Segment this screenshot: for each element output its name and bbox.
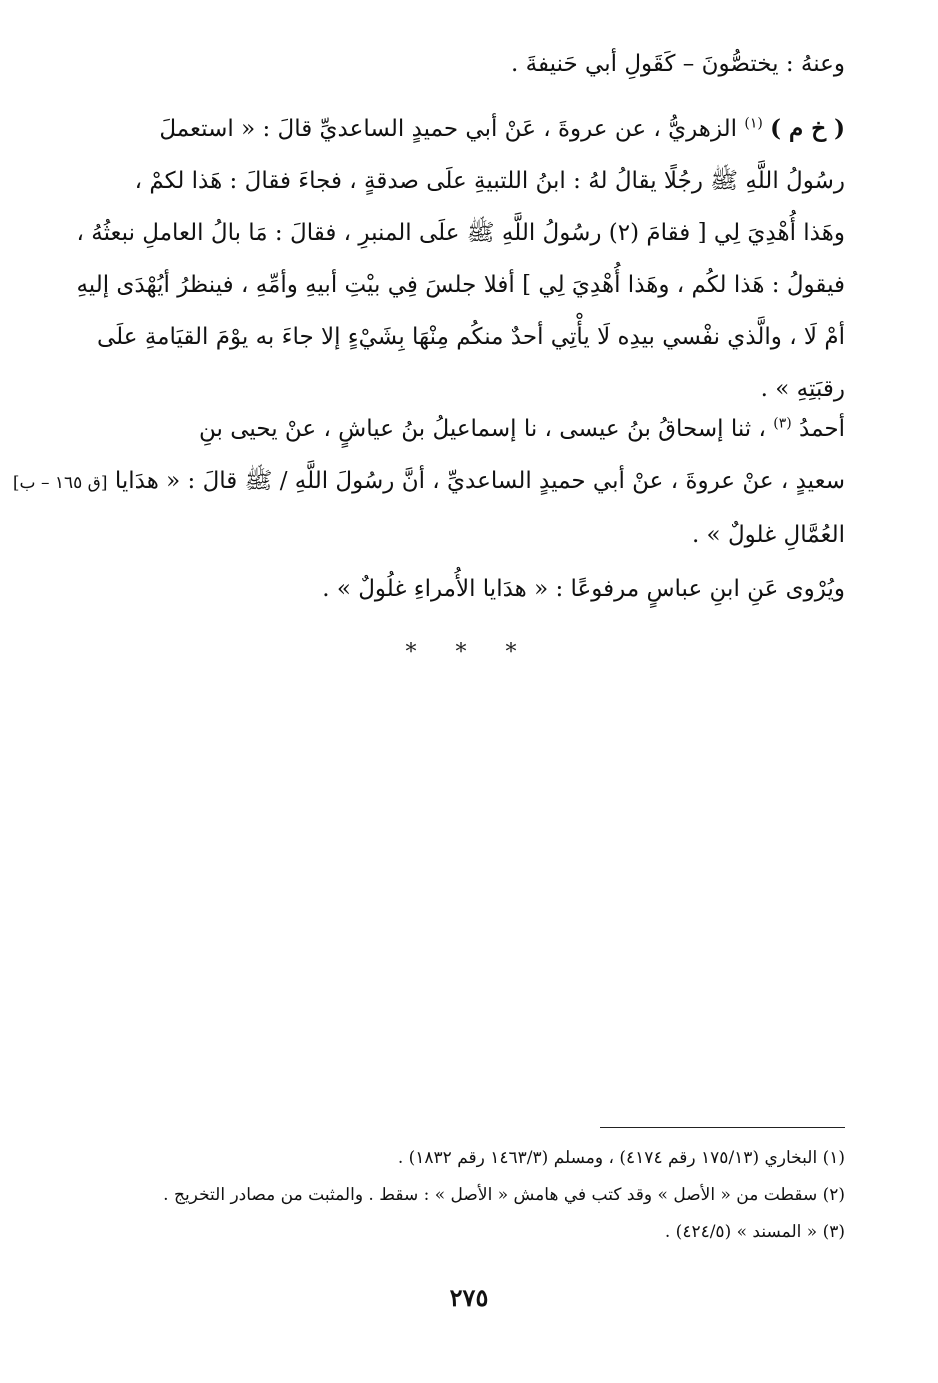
- text-line: أمْ لَا ، والَّذي نفْسي بيدِه لَا يأْتِي أحدٌ منكُم مِنْهَا بِشَيْءٍ إلا جاءَ به يوْمَ القيَامةِ علَى: [97, 324, 845, 350]
- text-line: ويُرْوى عَنِ ابنِ عباسٍ مرفوعًا : « هدَايا الأُمراءِ غلُولٌ » .: [322, 576, 845, 602]
- footnote-ref-1: (١): [744, 115, 763, 132]
- footnote-3: (٣) « المسند » (٤٢٤/٥) .: [664, 1222, 845, 1242]
- text-line: [12, 455, 845, 509]
- page-number: ٢٧٥: [449, 1283, 489, 1312]
- footnote-ref-3: (٣): [773, 415, 792, 432]
- section-separator: * * *: [405, 640, 533, 665]
- footnote-divider: [600, 1127, 845, 1128]
- text-line: رقبَتِهِ » .: [760, 376, 845, 402]
- paragraph-2: [76, 103, 845, 415]
- footnote-1: (١) البخاري (١٧٥/١٣ رقم ٤١٧٤) ، ومسلم (١٤٦٣/٣ رقم ١٨٣٢) .: [397, 1148, 845, 1168]
- manuscript-folio-note: [ق ١٦٥ – ب]: [12, 473, 108, 493]
- footnotes: [100, 1140, 845, 1251]
- text-segment: سعيدٍ ، عنْ عروةَ ، عنْ أبي حميدٍ الساعديِّ ، أنَّ رسُولَ اللَّهِ / ﷺ قالَ : « هدَايا: [114, 468, 845, 494]
- paragraph-4: [100, 563, 845, 615]
- text-line: وهَذا أُهْدِيَ لِي [ فقامَ (٢) رسُولُ اللَّهِ ﷺ علَى المنبرِ ، فقالَ : مَا بالُ العاملِ نبعثُهُ ،: [76, 220, 845, 246]
- text-line: العُمَّالِ غلولٌ » .: [691, 522, 845, 548]
- narrator-name: أحمدُ: [799, 416, 845, 442]
- text-segment: ، ثنا إسحاقُ بنُ عيسى ، نا إسماعيلُ بنُ عياشٍ ، عنْ يحيى بنِ: [199, 416, 766, 442]
- text-line: وعنهُ : يختصُّونَ – كَقَولِ أبي حَنيفةَ .: [511, 51, 845, 77]
- text-line: رسُولُ اللَّهِ ﷺ رجُلًا يقالُ لهُ : ابنُ اللتبيةِ علَى صدقةٍ ، فجاءَ فقالَ : هَذا لكمْ ،: [134, 168, 845, 194]
- source-marker: ( خ م ): [770, 115, 845, 142]
- text-line: فيقولُ : هَذا لكُم ، وهَذا أُهْدِيَ لِي ] أفلا جلسَ فِي بيْتِ أبيهِ وأمِّهِ ، فينظرُ أيُهْدَى إليهِ: [76, 272, 845, 298]
- text-line-first: [100, 403, 845, 455]
- text-line-first: [100, 103, 845, 155]
- paragraph-1: [100, 38, 845, 90]
- footnote-2: (٢) سقطت من « الأصل » وقد كتب في هامش « الأصل » : سقط . والمثبت من مصادر التخريج .: [163, 1185, 845, 1205]
- text-segment: الزهريُّ ، عن عروةَ ، عَنْ أبي حميدٍ الساعديِّ قالَ : « استعملَ: [159, 116, 745, 142]
- paragraph-3: [12, 403, 845, 561]
